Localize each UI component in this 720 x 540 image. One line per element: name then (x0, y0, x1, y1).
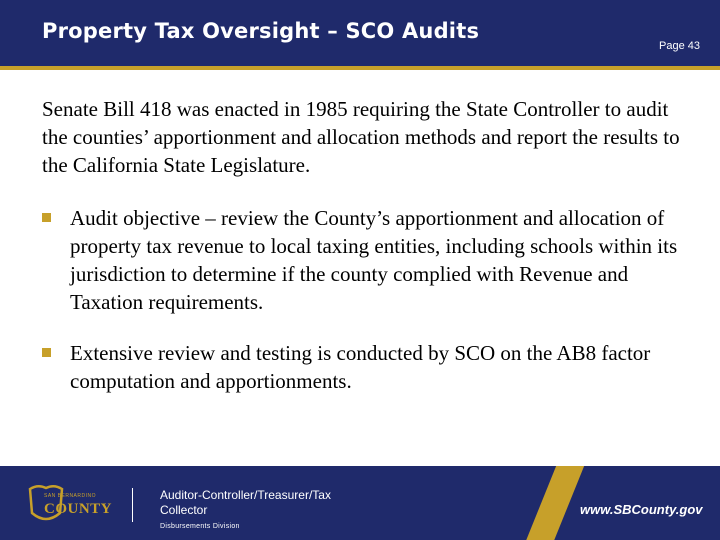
department-name: Auditor-Controller/Treasurer/Tax Collector (160, 488, 331, 517)
slide-title: Property Tax Oversight – SCO Audits (42, 19, 480, 43)
bullet-item (42, 339, 692, 395)
slide-content (42, 95, 692, 418)
footer-divider (132, 488, 133, 522)
footer-bar (0, 466, 720, 540)
bullet-text: Extensive review and testing is conducted by SCO on the AB8 factor computation and apportionments. (70, 341, 651, 393)
square-bullet-icon (42, 348, 51, 357)
gold-stripe (520, 466, 588, 540)
bullet-text: Audit objective – review the County’s apportionment and allocation of property tax revenue to local taxing entities, including schools within its jurisdiction to determine if the county complied with Revenue and Taxation requirements. (70, 206, 678, 314)
intro-paragraph: Senate Bill 418 was enacted in 1985 requiring the State Controller to audit the counties’ apportionment and allocation methods and report the results to the California State Legislature. (42, 97, 680, 177)
website-link[interactable]: www.SBCounty.gov (580, 502, 703, 517)
county-logo (26, 483, 112, 527)
page-number: Page 43 (659, 40, 700, 52)
bullet-item (42, 204, 692, 316)
square-bullet-icon (42, 213, 51, 222)
division-name: Disbursements Division (160, 523, 240, 530)
logo-small-text: SAN BERNARDINO (44, 493, 97, 499)
header-bar (0, 0, 720, 70)
logo-big-text: COUNTY (44, 501, 113, 517)
